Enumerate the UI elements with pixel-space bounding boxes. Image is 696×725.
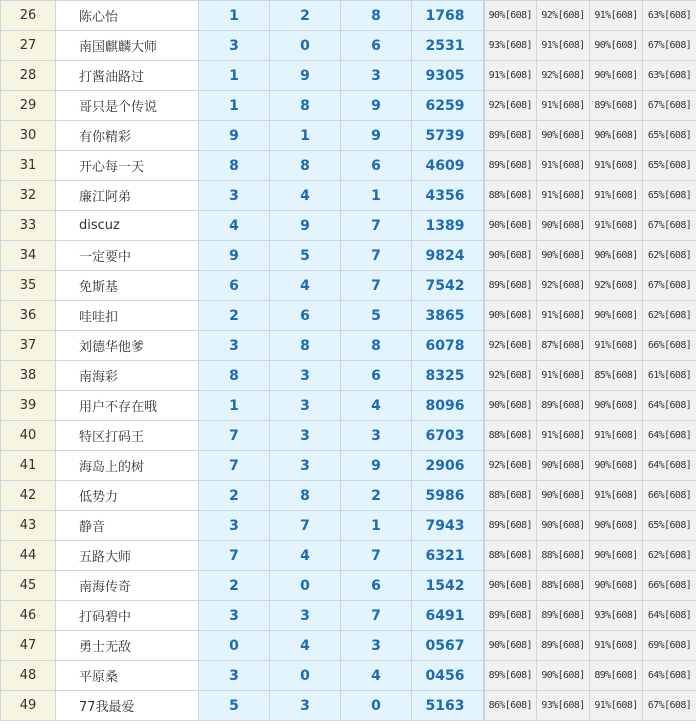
rate-cell-4: 65%[608] [643,181,696,211]
rate-cell-1: 89%[608] [484,601,537,631]
rate-cell-4: 65%[608] [643,121,696,151]
digit-cell-1: 8 [199,361,270,391]
rate-cell-3: 90%[608] [590,451,643,481]
rate-cell-4: 64%[608] [643,451,696,481]
digit-cell-3: 4 [341,661,412,691]
rank-cell: 48 [1,661,56,691]
rate-cell-4: 66%[608] [643,481,696,511]
username-cell: discuz [56,211,199,241]
username-cell: 一定要中 [56,241,199,271]
number-cell: 2531 [412,31,484,61]
rank-cell: 41 [1,451,56,481]
rate-cell-2: 91%[608] [537,31,590,61]
rate-cell-3: 91%[608] [590,1,643,31]
username-cell: 刘德华他爹 [56,331,199,361]
rank-cell: 26 [1,1,56,31]
rate-cell-2: 88%[608] [537,571,590,601]
rate-cell-2: 89%[608] [537,391,590,421]
number-cell: 1389 [412,211,484,241]
digit-cell-1: 0 [199,631,270,661]
rate-cell-1: 90%[608] [484,631,537,661]
digit-cell-3: 9 [341,121,412,151]
rate-cell-1: 92%[608] [484,91,537,121]
digit-cell-3: 7 [341,211,412,241]
rate-cell-3: 91%[608] [590,181,643,211]
rate-cell-3: 90%[608] [590,541,643,571]
number-cell: 5986 [412,481,484,511]
rate-cell-2: 89%[608] [537,631,590,661]
rank-cell: 40 [1,421,56,451]
rate-cell-1: 89%[608] [484,271,537,301]
rate-cell-4: 63%[608] [643,1,696,31]
number-cell: 1542 [412,571,484,601]
username-cell: 五路大师 [56,541,199,571]
digit-cell-3: 6 [341,361,412,391]
rank-cell: 32 [1,181,56,211]
rank-cell: 39 [1,391,56,421]
digit-cell-2: 1 [270,121,341,151]
digit-cell-2: 4 [270,631,341,661]
number-cell: 6491 [412,601,484,631]
rank-cell: 31 [1,151,56,181]
number-cell: 9824 [412,241,484,271]
rank-cell: 33 [1,211,56,241]
rank-cell: 44 [1,541,56,571]
rate-cell-3: 90%[608] [590,391,643,421]
rate-cell-1: 89%[608] [484,151,537,181]
rate-cell-1: 89%[608] [484,121,537,151]
username-cell: 哥只是个传说 [56,91,199,121]
table-row [1,91,696,121]
username-cell: 静音 [56,511,199,541]
rank-cell: 42 [1,481,56,511]
username-cell: 特区打码王 [56,421,199,451]
rate-cell-4: 64%[608] [643,661,696,691]
username-cell: 南海传奇 [56,571,199,601]
rate-cell-4: 66%[608] [643,331,696,361]
digit-cell-2: 8 [270,331,341,361]
table-row [1,361,696,391]
digit-cell-3: 7 [341,271,412,301]
rate-cell-2: 89%[608] [537,601,590,631]
digit-cell-2: 0 [270,661,341,691]
number-cell: 5163 [412,691,484,721]
rate-cell-1: 89%[608] [484,511,537,541]
digit-cell-1: 3 [199,601,270,631]
rate-cell-3: 90%[608] [590,241,643,271]
digit-cell-3: 7 [341,601,412,631]
rank-cell: 34 [1,241,56,271]
digit-cell-3: 8 [341,1,412,31]
rate-cell-4: 66%[608] [643,571,696,601]
rate-cell-1: 90%[608] [484,211,537,241]
rate-cell-4: 67%[608] [643,91,696,121]
table-row [1,451,696,481]
rate-cell-1: 90%[608] [484,391,537,421]
rate-cell-1: 89%[608] [484,661,537,691]
table-row [1,421,696,451]
rank-cell: 29 [1,91,56,121]
digit-cell-1: 9 [199,121,270,151]
digit-cell-3: 6 [341,571,412,601]
rate-cell-3: 89%[608] [590,661,643,691]
table-row [1,541,696,571]
rank-cell: 28 [1,61,56,91]
number-cell: 3865 [412,301,484,331]
digit-cell-2: 0 [270,571,341,601]
rate-cell-2: 90%[608] [537,511,590,541]
rate-cell-4: 67%[608] [643,271,696,301]
digit-cell-1: 7 [199,451,270,481]
rate-cell-1: 92%[608] [484,451,537,481]
rank-cell: 36 [1,301,56,331]
rate-cell-4: 62%[608] [643,241,696,271]
number-cell: 7542 [412,271,484,301]
rank-cell: 45 [1,571,56,601]
digit-cell-2: 5 [270,241,341,271]
rate-cell-2: 91%[608] [537,301,590,331]
number-cell: 8096 [412,391,484,421]
table-row [1,211,696,241]
rate-cell-1: 88%[608] [484,181,537,211]
table-row [1,631,696,661]
rank-cell: 38 [1,361,56,391]
rate-cell-2: 90%[608] [537,121,590,151]
number-cell: 6703 [412,421,484,451]
username-cell: 海岛上的树 [56,451,199,481]
digit-cell-2: 3 [270,391,341,421]
username-cell: 廉江阿弟 [56,181,199,211]
username-cell: 南海彩 [56,361,199,391]
digit-cell-1: 2 [199,301,270,331]
number-cell: 2906 [412,451,484,481]
rate-cell-3: 90%[608] [590,511,643,541]
rate-cell-2: 90%[608] [537,211,590,241]
table-row [1,151,696,181]
digit-cell-3: 9 [341,91,412,121]
rate-cell-4: 65%[608] [643,151,696,181]
digit-cell-2: 4 [270,181,341,211]
digit-cell-1: 6 [199,271,270,301]
digit-cell-1: 3 [199,181,270,211]
rate-cell-4: 62%[608] [643,541,696,571]
number-cell: 5739 [412,121,484,151]
rate-cell-3: 93%[608] [590,601,643,631]
digit-cell-1: 5 [199,691,270,721]
username-cell: 南国麒麟大师 [56,31,199,61]
digit-cell-2: 4 [270,271,341,301]
number-cell: 7943 [412,511,484,541]
number-cell: 0567 [412,631,484,661]
digit-cell-2: 3 [270,601,341,631]
rate-cell-3: 92%[608] [590,271,643,301]
digit-cell-3: 9 [341,451,412,481]
rate-cell-4: 61%[608] [643,361,696,391]
rate-cell-3: 91%[608] [590,631,643,661]
username-cell: 打码碧中 [56,601,199,631]
rate-cell-2: 93%[608] [537,691,590,721]
digit-cell-2: 8 [270,151,341,181]
digit-cell-2: 0 [270,31,341,61]
digit-cell-3: 1 [341,181,412,211]
table-row [1,331,696,361]
digit-cell-1: 4 [199,211,270,241]
digit-cell-3: 1 [341,511,412,541]
digit-cell-3: 4 [341,391,412,421]
digit-cell-1: 3 [199,661,270,691]
number-cell: 6259 [412,91,484,121]
rank-cell: 37 [1,331,56,361]
rate-cell-2: 92%[608] [537,1,590,31]
rate-cell-2: 91%[608] [537,181,590,211]
rate-cell-1: 86%[608] [484,691,537,721]
table-row [1,181,696,211]
rate-cell-4: 62%[608] [643,301,696,331]
rate-cell-2: 88%[608] [537,541,590,571]
table-row [1,601,696,631]
username-cell: 开心每一天 [56,151,199,181]
rate-cell-4: 67%[608] [643,31,696,61]
rate-cell-3: 91%[608] [590,691,643,721]
table-row [1,571,696,601]
digit-cell-3: 6 [341,151,412,181]
rate-cell-3: 91%[608] [590,151,643,181]
digit-cell-1: 7 [199,421,270,451]
digit-cell-3: 7 [341,241,412,271]
digit-cell-1: 1 [199,91,270,121]
rate-cell-2: 90%[608] [537,661,590,691]
digit-cell-3: 3 [341,61,412,91]
rate-cell-4: 64%[608] [643,391,696,421]
username-cell: 有你精彩 [56,121,199,151]
digit-cell-2: 2 [270,1,341,31]
digit-cell-1: 3 [199,31,270,61]
rate-cell-2: 90%[608] [537,451,590,481]
table-row [1,121,696,151]
digit-cell-3: 3 [341,631,412,661]
rate-cell-2: 87%[608] [537,331,590,361]
digit-cell-2: 9 [270,61,341,91]
number-cell: 9305 [412,61,484,91]
number-cell: 6321 [412,541,484,571]
rank-cell: 30 [1,121,56,151]
rank-cell: 27 [1,31,56,61]
username-cell: 77我最爱 [56,691,199,721]
digit-cell-1: 2 [199,571,270,601]
rate-cell-3: 91%[608] [590,481,643,511]
table-row [1,391,696,421]
rate-cell-3: 90%[608] [590,61,643,91]
rate-cell-3: 90%[608] [590,301,643,331]
number-cell: 0456 [412,661,484,691]
username-cell: 勇士无敌 [56,631,199,661]
digit-cell-1: 3 [199,511,270,541]
table-row [1,481,696,511]
rate-cell-1: 88%[608] [484,481,537,511]
username-cell: 哇哇扣 [56,301,199,331]
rate-cell-4: 67%[608] [643,691,696,721]
rank-cell: 46 [1,601,56,631]
table-row [1,61,696,91]
username-cell: 打酱油路过 [56,61,199,91]
rank-cell: 47 [1,631,56,661]
rate-cell-4: 69%[608] [643,631,696,661]
rate-cell-1: 88%[608] [484,421,537,451]
ranking-table-body [1,1,696,721]
table-row [1,301,696,331]
rate-cell-2: 90%[608] [537,241,590,271]
digit-cell-1: 1 [199,1,270,31]
rate-cell-3: 90%[608] [590,121,643,151]
digit-cell-1: 2 [199,481,270,511]
rate-cell-2: 91%[608] [537,91,590,121]
digit-cell-2: 7 [270,511,341,541]
digit-cell-2: 8 [270,481,341,511]
username-cell: 陈心怡 [56,1,199,31]
digit-cell-3: 2 [341,481,412,511]
digit-cell-2: 3 [270,451,341,481]
digit-cell-3: 3 [341,421,412,451]
rate-cell-1: 90%[608] [484,1,537,31]
username-cell: 低势力 [56,481,199,511]
digit-cell-2: 6 [270,301,341,331]
table-row [1,1,696,31]
digit-cell-1: 8 [199,151,270,181]
number-cell: 8325 [412,361,484,391]
digit-cell-1: 7 [199,541,270,571]
rate-cell-3: 89%[608] [590,91,643,121]
rate-cell-1: 91%[608] [484,61,537,91]
digit-cell-3: 0 [341,691,412,721]
username-cell: 免斯基 [56,271,199,301]
rate-cell-4: 63%[608] [643,61,696,91]
rate-cell-1: 90%[608] [484,571,537,601]
digit-cell-3: 6 [341,31,412,61]
digit-cell-3: 7 [341,541,412,571]
rate-cell-1: 92%[608] [484,361,537,391]
rate-cell-1: 90%[608] [484,301,537,331]
rank-cell: 49 [1,691,56,721]
username-cell: 用户不存在哦 [56,391,199,421]
rate-cell-4: 64%[608] [643,601,696,631]
number-cell: 4356 [412,181,484,211]
number-cell: 1768 [412,1,484,31]
rate-cell-3: 90%[608] [590,31,643,61]
rate-cell-1: 93%[608] [484,31,537,61]
table-row [1,271,696,301]
table-row [1,241,696,271]
rate-cell-3: 91%[608] [590,211,643,241]
rate-cell-2: 91%[608] [537,151,590,181]
digit-cell-2: 3 [270,691,341,721]
table-row [1,691,696,721]
rate-cell-4: 67%[608] [643,211,696,241]
digit-cell-1: 3 [199,331,270,361]
digit-cell-1: 1 [199,61,270,91]
digit-cell-2: 4 [270,541,341,571]
rate-cell-1: 88%[608] [484,541,537,571]
digit-cell-3: 5 [341,301,412,331]
rate-cell-1: 90%[608] [484,241,537,271]
digit-cell-1: 1 [199,391,270,421]
username-cell: 平原桑 [56,661,199,691]
table-row [1,31,696,61]
rate-cell-2: 92%[608] [537,61,590,91]
rate-cell-4: 64%[608] [643,421,696,451]
rate-cell-2: 91%[608] [537,361,590,391]
digit-cell-3: 8 [341,331,412,361]
rate-cell-1: 92%[608] [484,331,537,361]
rank-cell: 35 [1,271,56,301]
rate-cell-3: 85%[608] [590,361,643,391]
rate-cell-3: 91%[608] [590,331,643,361]
digit-cell-2: 9 [270,211,341,241]
digit-cell-2: 3 [270,421,341,451]
number-cell: 4609 [412,151,484,181]
rate-cell-3: 91%[608] [590,421,643,451]
number-cell: 6078 [412,331,484,361]
digit-cell-2: 8 [270,91,341,121]
rate-cell-2: 90%[608] [537,481,590,511]
digit-cell-1: 9 [199,241,270,271]
digit-cell-2: 3 [270,361,341,391]
rank-cell: 43 [1,511,56,541]
rate-cell-2: 91%[608] [537,421,590,451]
rate-cell-3: 90%[608] [590,571,643,601]
table-row [1,511,696,541]
rate-cell-4: 65%[608] [643,511,696,541]
table-row [1,661,696,691]
rate-cell-2: 92%[608] [537,271,590,301]
